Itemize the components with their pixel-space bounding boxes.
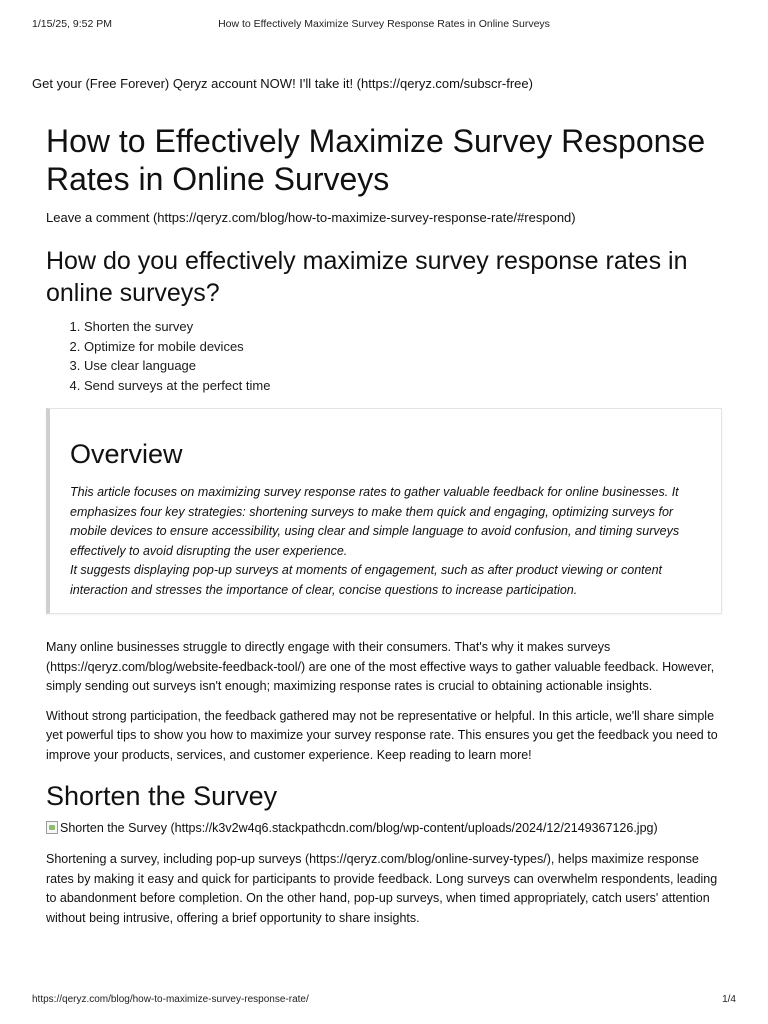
broken-image-icon (46, 821, 58, 834)
section-heading: Shorten the Survey (46, 781, 278, 811)
page-number: 1/4 (722, 994, 736, 1005)
leave-comment-link[interactable]: Leave a comment (https://qeryz.com/blog/how-to-maximize-survey-response-rate/#respond) (46, 210, 576, 225)
list-item: 2. Optimize for mobile devices (84, 337, 726, 357)
image-alt-text: Shorten the Survey (60, 821, 168, 835)
image-placeholder[interactable] (46, 819, 726, 838)
overview-text (70, 483, 710, 600)
promo-link[interactable]: Get your (Free Forever) Qeryz account NOW! I'll take it! (https://qeryz.com/subscr-free) (32, 76, 533, 91)
body-paragraph: Shortening a survey, including pop-up surveys (https://qeryz.com/blog/online-survey-types/), helps maximize response rates by making it easy and quick for participants to provide feedback. Long surveys can overwhelm respondents, leading to abandonment before completion. On the other hand, pop-up surveys, when timed appropriately, catch users' attention without being intrusive, offering a brief opportunity to share insights. (46, 852, 718, 925)
body-paragraph: Many online businesses struggle to directly engage with their consumers. That's why it makes surveys (https://qeryz.com/blog/website-feedback-tool/) are one of the most effective ways to gather valuable feedback. However, simply sending out surveys isn't enough; maximizing response rates is crucial to obtaining actionable insights. (46, 640, 715, 693)
print-footer-url: https://qeryz.com/blog/how-to-maximize-survey-response-rate/ (32, 994, 309, 1005)
print-document-title: How to Effectively Maximize Survey Response Rates in Online Surveys (218, 18, 550, 30)
overview-box (46, 408, 722, 614)
tips-list (46, 317, 726, 395)
question-heading: How do you effectively maximize survey response rates in online surveys? (46, 247, 688, 307)
list-item: 4. Send surveys at the perfect time (84, 376, 726, 396)
overview-paragraph: This article focuses on maximizing survey response rates to gather valuable feedback for online businesses. It emphasizes four key strategies: shortening surveys to make them quick and engaging, optimizing surveys for mobile devices to ensure accessibility, using clear and simple language to avoid confusion, and timing surveys effectively to avoid disrupting the user experience. (70, 485, 680, 558)
body-paragraph: Without strong participation, the feedback gathered may not be representative or helpful. In this article, we'll share simple yet powerful tips to show you how to maximize your survey response rate. This ensures you get the feedback you need to improve your products, services, and customer experience. Keep reading to learn more! (46, 708, 718, 762)
list-item: 1. Shorten the survey (84, 317, 726, 337)
overview-paragraph: It suggests displaying pop-up surveys at moments of engagement, such as after product viewing or content interaction and stresses the importance of clear, concise questions to increase participation. (70, 563, 662, 597)
image-url[interactable]: (https://k3v2w4q6.stackpathcdn.com/blog/wp-content/uploads/2024/12/2149367126.jpg) (170, 821, 658, 835)
page-title: How to Effectively Maximize Survey Response Rates in Online Surveys (46, 123, 706, 197)
article-body (46, 638, 726, 938)
list-item: 3. Use clear language (84, 356, 726, 376)
article-header (46, 122, 726, 395)
overview-heading: Overview (70, 439, 183, 469)
print-date: 1/15/25, 9:52 PM (32, 18, 112, 30)
